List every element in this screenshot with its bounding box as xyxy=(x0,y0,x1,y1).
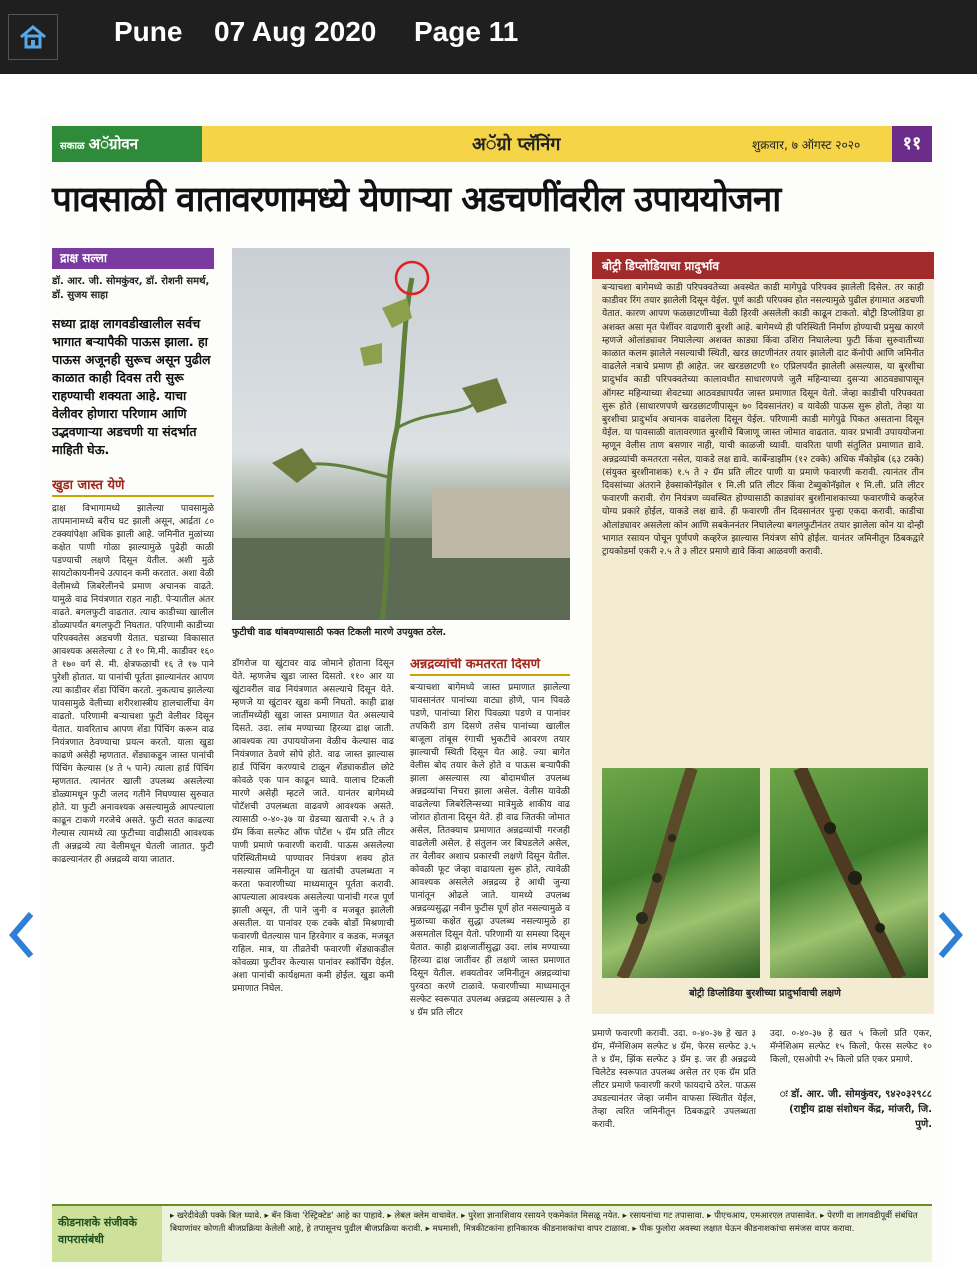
article-headline: पावसाळी वातावरणामध्ये येणाऱ्या अडचणींवरील उपाययोजना xyxy=(52,180,781,220)
disease-photo-right xyxy=(770,768,928,978)
authors: डॉ. आर. जी. सोमकुंवर, डॉ. रोशनी समर्थ, डॉ. सुजय साहा xyxy=(52,276,210,301)
intro-text: सध्या द्राक्ष लागवडीखालील सर्वच भागात बऱ्यापैकी पाऊस झाला. हा पाऊस अजूनही सुरूच असून पुढील काळात काही दिवस तरी सुरू राहण्याची शक्यता आहे. याचा वेलीवर होणारा परिणाम आणि उद्भवणाऱ्या अडचणी या संदर्भात माहिती घेऊ. xyxy=(52,316,211,457)
newspaper-page xyxy=(40,118,945,1268)
pesticide-tips-bar xyxy=(52,1204,932,1262)
box-body-text: बऱ्याचशा बागेमध्ये काडी परिपक्वतेच्या अवस्थेत काडी मागेपुढे परिपक्व झालेली दिसेल. तर काही काडीवर रिंग तयार झालेली दिसून येईल. पूर्ण काडी परिपक्व होत नसल्यामुळे पुढील हंगामात अडचणी येतात. कारण आपण फळछाटणीच्या वेळी हिरवी असलेली काडी काढून टाकतो. बोट्री डिप्लोडिया हा अशक्त असा मृत पेशींवर वाढणारी बुरशी आहे. बागेमध्ये ही परिस्थिती निर्माण होण्याची प्रमुख कारणे म्हणजे ओलांड्यावर निघालेल्या अशक्त काड्या किंवा उशिरा निघालेल्या फुटी किंवा सुरुवातीच्या काळात कलम झालेले नसल्याची स्थिती, खरड छाटणीनंतर तयार झालेली दाट कॅनोपी आणि जमिनीत वाढलेले नत्राचे प्रमाण ही आहेत. जर खरडछाटणी १० एप्रिलपर्यंत झालेली असल्यास, या बुरशीचा प्रादुर्भाव काडी परिपक्वतेच्या कालावधीत साधारणपणे जुलै महिन्याच्या दुसऱ्या आठवड्यापासून ऑगस्ट महिन्याच्या शेवटच्या आठवड्यापर्यंत जास्त प्रमाणात दिसून येतो. जेव्हा काडीची परिपक्वता सुरू होते (साधारणपणे खरडछाटणीपासून ७० दिवसानंतर) व यावेळी पाऊस सुरू होतो, तेव्हा या बुरशीचा प्रादुर्भाव अचानक वाढलेला दिसून येईल. परिणामी काडी मागेपुढे पिकत असताना दिसून येईल. या पावसाळी वातावरणात बुरशीचे बिजाणू जास्त जोमात वाढतात. यावर प्रभावी उपाययोजना म्हणून वेलीस ताण बसणार नाही, याची काळजी घ्यावी. यावरिता पाणी संतुलित प्रमाणात द्यावे. अन्नद्रव्यांची कमतरता नसेल, याकडे लक्ष द्यावे. कार्बेन्डाझीम (१२ टक्के) अधिक मॅंकोझेब (६३ टक्के) (संयुक्त बुरशीनाशक) १.५ ते २ ग्रॅम प्रति लीटर पाणी या प्रमाणे फवारणी करावी. त्यानंतर तीन दिवसांच्या अंतराने हेक्साकोनॅझोल १ मि.ली प्रति लीटर किंवा टेब्युकोनॅझोल १ मि.ली. प्रति लीटर फवारणी करावी. रोग नियंत्रण व्यवस्थित होण्यासाठी काड्यांवर बुरशीनाशकाच्या फवारणीचे कव्हरेज योग्य प्रकारे होईल, याकडे लक्ष द्यावे. ही फवारणी तीन दिवसानंतर पुन्हा एकदा करावी. काडीचा ओलांड्यावर असलेला कोन आणि सबकेननंतर निघालेल्या बगलफुटीनंतर तयार झालेला कोन या दोन्ही भागात रसायन पोचून पूर्णपणे कव्हरेज झाल्यास नियंत्रण सोपे होईल. यानंतर जमिनीतून ठिबकद्वारे ट्रायकोडर्मा एकरी २.५ ते ३ लीटर प्रमाणे द्यावे किंवा आळवणी करावी. xyxy=(602,283,924,558)
masthead xyxy=(52,126,932,162)
middle-column-2 xyxy=(410,658,570,1178)
chevron-left-icon xyxy=(7,910,37,960)
next-page-button[interactable] xyxy=(930,905,970,965)
top-bar xyxy=(0,0,977,74)
tips-label: कीडनाशके संजीवके वापरासंबंधी xyxy=(52,1206,162,1262)
tips-items: ▸ खरेदीवेळी पक्के बिल घ्यावे. ▸ बॅन किंवा 'रेस्ट्रिक्टेड' आहे का पाहावे. ▸ लेबल क्लेम वाचावेत. ▸ पुरेशा ज्ञानाशिवाय रसायने एकमेकांत मिसळू नयेत. ▸ रसायनांचा गट तपासावा. ▸ पीएचआय, एमआरएल तपासावेत. ▸ पेरणी वा लागवडीपूर्वी संबंधित बियाणांवर कोणती बीजप्रक्रिया केलेली आहे, हे तपासूनच पुढील बीजप्रक्रिया करावी. ▸ मधमाशी, मित्रकीटकांना हानिकारक कीडनाशकांचा वापर टाळावा. ▸ पीक फुलोरा अवस्था लक्षात घेऊन कीडनाशकांचा समंजस वापर करावा. xyxy=(170,1211,918,1234)
agrowon-logo: सकाळ अॅग्रोवन xyxy=(52,126,202,162)
author-contact: ः डॉ. आर. जी. सोमकुंवर, ९४२०३२९८८ (राष्ट्रीय द्राक्ष संशोधन केंद्र, मांजरी, जि. पुणे. xyxy=(779,1089,932,1130)
grapevine-shoot-photo xyxy=(232,248,570,620)
section-heading-khuda: खुडा जास्त येणे xyxy=(52,479,214,497)
chevron-right-icon xyxy=(935,910,965,960)
bottom-right-column-1: प्रमाणे फवारणी करावी. उदा. ०-४०-३७ हे खत ३ ग्रॅम, मॅग्नेशिअम सल्फेट ४ ग्रॅम, फेरस सल्फेट ३.५ ते ४ ग्रॅम, झिंक सल्फेट ३ ग्रॅम इ. जर ही अन्नद्रव्ये चिलेटेड स्वरूपात उपलब्ध असेल तर एक ग्रॅम प्रति लीटर प्रमाणे फवारणी करणे फायदाचे ठरेल. पाऊस उघडल्यानंतर जेव्हा जमीन वाफसा स्थितीत येईल, तेव्हा त्वरित जमिनीतून ठिबकद्वारे उपलब्धता करावी. xyxy=(592,1029,756,1130)
edition-date: 07 Aug 2020 xyxy=(214,16,377,47)
fertilizer-dose-text: उदा. ०-४०-३७ हे खत ५ किलो प्रति एकर, मॅग्नेशिअम सल्फेट १५ किलो, फेरस सल्फेट १० किलो, एसओपी २५ किलो प्रति एकर प्रमाणे. xyxy=(770,1029,932,1065)
grapevine-illustration xyxy=(232,248,570,620)
issue-date: शुक्रवार, ७ ऑगस्ट २०२० xyxy=(752,138,861,152)
box-title: बोट्री डिप्लोडियाचा प्रादुर्भाव xyxy=(592,252,934,279)
disease-photo-caption: बोट्री डिप्लोडिया बुरशीच्या प्रादुर्भावाची लक्षणे xyxy=(689,988,841,999)
middle-column-1: डॉगरोज या खुंटावर वाढ जोमाने होताना दिसून येते. म्हणजेच खुडा जास्त दिसतो. ११० आर या खुंटावरील वाढ नियंत्रणात असल्याचे दिसून येते. म्हणजे या खुंटावर खुडा कमी निघतो. काही द्राक्ष जातींमध्येही खुडा जास्त प्रमाणात येत असल्याचे दिसते. उदा. लांब मण्याच्या हिरव्या द्राक्ष जाती. आवश्यक त्या उपाययोजना वेळीच केल्यास वाढ नियंत्रणात ठेवणे सोपे होते. वाढ जास्त झाल्यास हार्ड पिंचिंग करण्याचे टाळून शेंड्याकडील छोटे कोवळे एक पान काढून घ्यावे. यालाच टिकली मारणे असेही म्हटले जाते. यानंतर बागेमध्ये पोटॅशची उपलब्धता वाढवणे आवश्यक असते. त्यासाठी ०-४०-३७ या ग्रेडच्या खताची २.५ ते ३ ग्रॅम किंवा सल्फेट ऑफ पोटॅश ५ ग्रॅम प्रति लीटर पाणी प्रमाणे फवारणी करावी. पाऊस असलेल्या परिस्थितीमध्ये पाण्यावर नियंत्रण शक्य होत नसल्यास जमिनीतून या खतांची उपलब्धता न करता फवारणीच्या माध्यमातून पूर्तता करावी. आपल्याला आवश्यक असलेल्या पानांची गरज पूर्ण झाली असून, ती पाने जुनी व मजबूत झालेली असतील. या पानांवर एक टक्के बोर्डो मिश्रणाची फवारणी घेतल्यास पान हिरवेगार व कडक, मजबूत राहिल. मात्र, या तीव्रतेची फवारणी शेंड्याकडील कोवळ्या फुटीवर केल्यास पानांवर स्कॉर्चिंग येईल. अशा पानांची कार्यक्षमता कमी होईल. खुडा कमी प्रमाणात निघेल. xyxy=(232,659,394,994)
home-button[interactable] xyxy=(8,14,58,60)
left-column xyxy=(52,248,214,1178)
deficiency-body-text: बऱ्याचशा बागेमध्ये जास्त प्रमाणात झालेल्या पावसानंतर पानांच्या वाट्या होणे, पान पिवळे पडणे, पानांच्या शिरा पिवळ्या पडणे व पानांवर तपकिरी डाग दिसणे तसेच पानांच्या खालील बाजूला तांबूस रंगाची भुकटीचे आवरण तयार झाल्याची स्थिती दिसून येत आहे. ज्या बागेत वेलीस बोद तयार केले होते व पाऊस बऱ्यापैकी झाला असल्यास त्या बोदामधील उपलब्ध अन्नद्रव्यांचा निचरा झाला असेल. वेलीस यावेळी वाढलेल्या जिबरेलिन्सच्या मात्रेमुळे शाकीय वाढ जोरात होताना दिसून येते. ही वाढ जितकी जोमात असेल, तितक्याच प्रमाणात अन्नद्रव्यांची गरजही वाढलेली असेल. हे संतुलन जर बिघडलेले असेल, तर वेलीवर अशाच प्रकारची लक्षणे दिसून येतील. कोवळी फूट जेव्हा वाढायला सुरू होते, त्यावेळी आवश्यक असलेले अन्नद्रव्य हे आधी जुन्या पानांतून ओढले जाते. यामध्ये उपलब्ध अन्नद्रव्यसुद्धा नवीन फुटीस पूर्ण होत नसल्यामुळे व मुळाच्या कक्षेत सुद्धा उपलब्ध नसल्यामुळे हा असमतोल दिसून येतो. परिणामी या समस्या दिसून येतात. काही द्राक्षजातींसुद्धा उदा. लांब मण्याच्या हिरव्या द्राक्ष जातींवर ही लक्षणे जास्त प्रमाणात दिसून येतील. शक्यतोवर जमिनीतून अन्नद्रव्यांचा पुरवठा करणे टाळावे. फवारणीच्या माध्यमातून सल्फेट स्वरूपात उपलब्ध अन्नद्रव्य असल्यास ३ ते ४ ग्रॅम प्रति लीटर xyxy=(410,683,570,1018)
disease-photo-left xyxy=(602,768,760,978)
main-photo-caption: फुटीची वाढ थांबवण्यासाठी फक्त टिकली मारणे उपयुक्त ठरेल. xyxy=(232,627,447,638)
left-body-text: द्राक्ष विभागामध्ये झालेल्या पावसामुळे तापमानामध्ये बरीच घट झाली असून, आर्द्रता ८० टक्क्यांपेक्षा अधिक झाली आहे. जमिनीत मुळांच्या कक्षेत पाणी गोळा झाल्यामुळे पुढेही काळी पडण्याची लक्षणे दिसून येतील. अशी मुळे सायटोकायनीनचे उत्पादन कमी करतात. अशा वेळी वेलीमध्ये जिबरेलीनचे प्रमाण अचानक वाढते. यामुळे वाढ नियंत्रणात राहत नाही. पेऱ्यातील अंतर वाढते. बगलफुटी वाढतात. त्याच काडीच्या खालील डोळ्यापर्यंत बगलफुटी निघतात. परिणामी काडीच्या परिपक्वतेस अडचणी येतात. घडाच्या विकासात आवश्यक असलेल्या ८ ते १० मि.मी. काडीवर १६० ते १७० वर्ग से. मी. क्षेत्रफळाची १६ ते १७ पाने पुरेशी होतात. या पानांची पूर्तता झाल्यानंतर आपण त्या काडीवर शेंडा पिंचिंग करतो. नुकत्याच झालेल्या पावसामुळे वेलीच्या शरीरशास्त्रीय हालचालींचा वेग वाढतो. परिणामी बऱ्याचशा फुटी वेलीवर दिसून येतात. यावरिताच आपण शेंडा पिंचिंग करून वाढ नियंत्रणात ठेवण्याचा प्रयत्न करतो. याला खुडा काढणे असेही म्हणतात. शेंड्याकडून जास्त पानांची पिंचिंग केल्यास (४ ते ५ पाने) त्याला हार्ड पिंचिंग म्हणतात. त्यानंतर खाली उपलब्ध असलेल्या डोळ्यामधून फुटी जलद गतीने निघण्यास सुरुवात होते. या फुटी अनावश्यक असल्यामुळे आपल्याला काढून टाकणे गरजेचे असते. फुटी सतत काढल्या गेल्यास त्यामध्ये त्या फुटीच्या वाढीसाठी आवश्यक ती अन्नद्रव्ये त्या वेलीमधून घेतली जातात. फुटी काढल्यानंतर ही अन्नद्रव्ये वाया जातात. xyxy=(52,504,214,865)
home-icon xyxy=(18,24,48,50)
leaf-stem-illustration-right xyxy=(770,768,928,978)
edition-city: Pune xyxy=(114,16,183,47)
page-number: Page 11 xyxy=(414,16,519,47)
section-heading-deficiency: अन्नद्रव्यांची कमतरता दिसणे xyxy=(410,658,570,676)
category-tag: द्राक्ष सल्ला xyxy=(52,248,214,269)
bottom-right-column-2 xyxy=(770,1028,932,1198)
section-title: अॅग्रो प्लॅनिंग xyxy=(472,134,561,155)
leaf-stem-illustration-left xyxy=(602,768,760,978)
page-badge: ११ xyxy=(892,126,932,162)
previous-page-button[interactable] xyxy=(2,905,42,965)
